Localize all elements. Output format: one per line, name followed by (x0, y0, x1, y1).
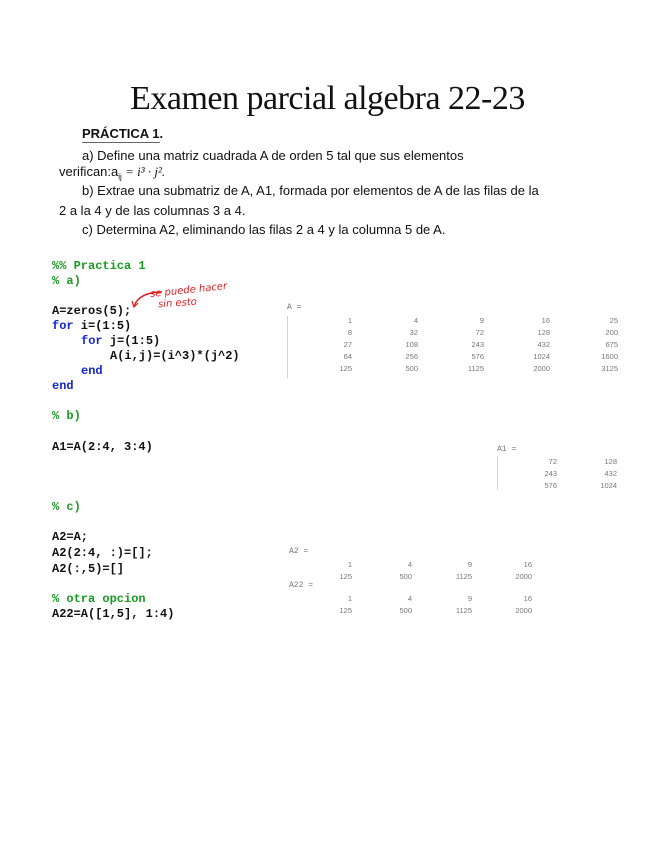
matrix-cell: 1024 (533, 351, 550, 361)
matrix-cell: 256 (405, 351, 418, 361)
code-for-j-line (81, 334, 160, 349)
matrix-cell: 2000 (515, 605, 532, 615)
code-assign-line: A(i,j)=(i^3)*(j^2) (110, 349, 240, 363)
output-a-divider (287, 316, 288, 378)
matrix-cell: 16 (523, 593, 532, 603)
code-submatrix-line: A1=A(2:4, 3:4) (52, 440, 153, 454)
exercise-a-subscript: ij (118, 172, 122, 182)
matrix-cell: 243 (544, 468, 557, 478)
code-end-inner: end (81, 364, 103, 378)
code-remove-rows-line: A2(2:4, :)=[]; (52, 546, 153, 560)
output-a2-label: A2 = (289, 547, 309, 556)
matrix-cell: 1 (347, 559, 352, 569)
matrix-cell: 25 (609, 315, 618, 325)
code-comment-a: % a) (52, 274, 81, 288)
matrix-row (300, 350, 618, 362)
matrix-cell: 500 (399, 571, 412, 581)
exercise-a-intro: verifican:a (59, 164, 119, 179)
exercise-a-line1: a) Define una matriz cuadrada A de orden 5 tal que sus elementos (82, 148, 464, 163)
annotation-line1: se puede hacer (149, 280, 228, 301)
matrix-cell: 125 (339, 571, 352, 581)
matrix-cell: 432 (537, 339, 550, 349)
matrix-cell: 1024 (600, 480, 617, 490)
matrix-cell: 125 (339, 605, 352, 615)
code-for-i-line (52, 319, 131, 334)
output-a22-label: A22 = (289, 581, 314, 590)
matrix-row (505, 479, 617, 491)
matrix-row (505, 467, 617, 479)
code-alt-line: A22=A([1,5], 1:4) (52, 607, 175, 621)
matrix-row (505, 455, 617, 467)
matrix-cell: 108 (405, 339, 418, 349)
matrix-cell: 72 (475, 327, 484, 337)
matrix-cell: 1 (347, 315, 352, 325)
matrix-cell: 32 (409, 327, 418, 337)
practice-heading-text: PRÁCTICA 1 (82, 126, 160, 141)
matrix-cell: 64 (343, 351, 352, 361)
code-end-outer: end (52, 379, 74, 393)
code-remove-col-line: A2(:,5)=[] (52, 562, 125, 576)
matrix-cell: 4 (407, 559, 412, 569)
exercise-b-line2: 2 a la 4 y de las columnas 3 a 4. (59, 203, 246, 218)
matrix-row (300, 314, 618, 326)
matrix-cell: 16 (523, 559, 532, 569)
matrix-cell: 9 (479, 315, 484, 325)
matrix-cell: 9 (467, 593, 472, 603)
output-a-label: A = (287, 303, 302, 312)
matrix-cell: 9 (467, 559, 472, 569)
matrix-cell: 2000 (515, 571, 532, 581)
matrix-cell: 243 (471, 339, 484, 349)
matrix-cell: 1125 (467, 363, 484, 373)
code-comment-c: % c) (52, 500, 81, 514)
output-a1-divider (497, 456, 498, 490)
matrix-row (300, 338, 618, 350)
matrix-cell: 3125 (601, 363, 618, 373)
matrix-cell: 432 (604, 468, 617, 478)
matrix-row (300, 604, 532, 616)
for-j-range: j=(1:5) (102, 334, 161, 348)
matrix-cell: 128 (604, 456, 617, 466)
matrix-cell: 576 (544, 480, 557, 490)
matrix-cell: 576 (471, 351, 484, 361)
exercise-b-line1: b) Extrae una submatriz de A, A1, formada por elementos de A de las filas de la (82, 183, 539, 198)
matrix-cell: 8 (347, 327, 352, 337)
matrix-cell: 1 (347, 593, 352, 603)
matrix-cell: 4 (413, 315, 418, 325)
matrix-row (300, 326, 618, 338)
matrix-cell: 500 (405, 363, 418, 373)
exercise-a-formula: = i³ · j². (121, 164, 166, 179)
code-zeros-line: A=zeros(5); (52, 304, 132, 318)
matrix-cell: 1125 (455, 571, 472, 581)
matrix-row (300, 570, 532, 582)
matrix-cell: 675 (605, 339, 618, 349)
output-a1-matrix (505, 455, 617, 491)
page-title: Examen parcial algebra 22-23 (130, 80, 525, 117)
output-a22-matrix (300, 592, 532, 616)
output-a-matrix (300, 314, 618, 374)
keyword-for: for (81, 334, 103, 348)
practice-heading (82, 126, 163, 141)
code-section-title: %% Practica 1 (52, 259, 146, 273)
code-comment-b: % b) (52, 409, 81, 423)
keyword-for: for (52, 319, 74, 333)
matrix-cell: 27 (343, 339, 352, 349)
output-a2-matrix (300, 558, 532, 582)
matrix-cell: 128 (537, 327, 550, 337)
matrix-row (300, 362, 618, 374)
matrix-cell: 1600 (601, 351, 618, 361)
matrix-cell: 16 (541, 315, 550, 325)
code-copy-line: A2=A; (52, 530, 89, 544)
matrix-cell: 200 (605, 327, 618, 337)
annotation-line2: sin esto (157, 296, 198, 311)
matrix-cell: 4 (407, 593, 412, 603)
matrix-cell: 72 (548, 456, 557, 466)
for-i-range: i=(1:5) (73, 319, 132, 333)
matrix-cell: 2000 (533, 363, 550, 373)
matrix-row (300, 592, 532, 604)
matrix-cell: 1125 (455, 605, 472, 615)
exercise-c-line: c) Determina A2, eliminando las filas 2 a 4 y la columna 5 de A. (82, 222, 446, 237)
matrix-cell: 125 (339, 363, 352, 373)
practice-heading-suffix: . (159, 126, 164, 141)
matrix-row (300, 558, 532, 570)
code-comment-alt: % otra opcion (52, 592, 146, 606)
matrix-cell: 500 (399, 605, 412, 615)
output-a1-label: A1 = (497, 445, 517, 454)
